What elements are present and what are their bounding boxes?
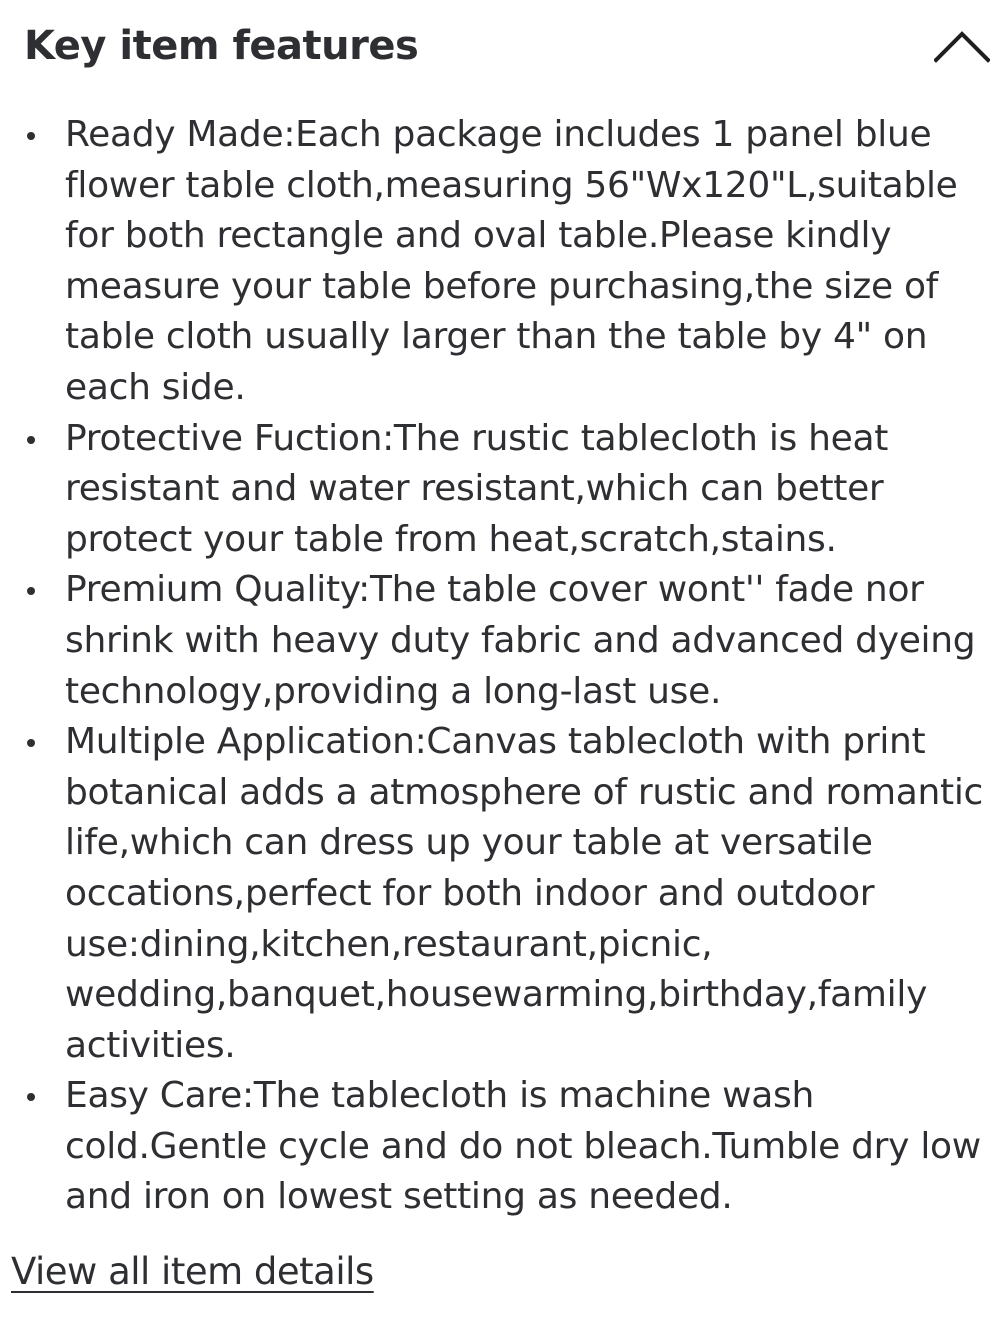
view-all-item-details-link[interactable]: View all item details [11,1250,374,1293]
bullet-icon [27,436,35,444]
bullet-icon [27,739,35,747]
feature-item [0,565,999,717]
feature-text: Easy Care:The tablecloth is machine wash cold.Gentle cycle and do not bleach.Tumble dry low and iron on lowest setting as needed. [65,1075,981,1218]
feature-text: Premium Quality:The table cover wont'' fade nor shrink with heavy duty fabric and advanced dyeing technology,providing a long-last use. [65,569,976,712]
bullet-icon [27,132,35,140]
feature-item [0,110,999,414]
feature-item [0,1071,999,1223]
bullet-icon [27,587,35,595]
section-header [24,14,992,78]
section-title: Key item features [24,23,419,69]
feature-text: Ready Made:Each package includes 1 panel blue flower table cloth,measuring 56"Wx120"L,suitable for both rectangle and oval table.Please kindly measure your table before purchasing,the size of table cloth usually larger than the table by 4" on each side. [65,114,958,408]
collapse-button[interactable] [932,22,992,72]
feature-text: Protective Fuction:The rustic tablecloth is heat resistant and water resistant,which can better protect your table from heat,scratch,stains. [65,417,889,560]
feature-list [0,110,999,1223]
bullet-icon [27,1093,35,1101]
feature-item [0,414,999,566]
chevron-up-icon [934,28,990,64]
feature-text: Multiple Application:Canvas tablecloth with print botanical adds a atmosphere of rustic and romantic life,which can dress up your table at versatile occations,perfect for both indoor and outdoor use:dining,kitchen,restaurant,picnic, wedding,banquet,housewarming,birthday,family activities. [65,721,984,1066]
feature-item [0,717,999,1071]
